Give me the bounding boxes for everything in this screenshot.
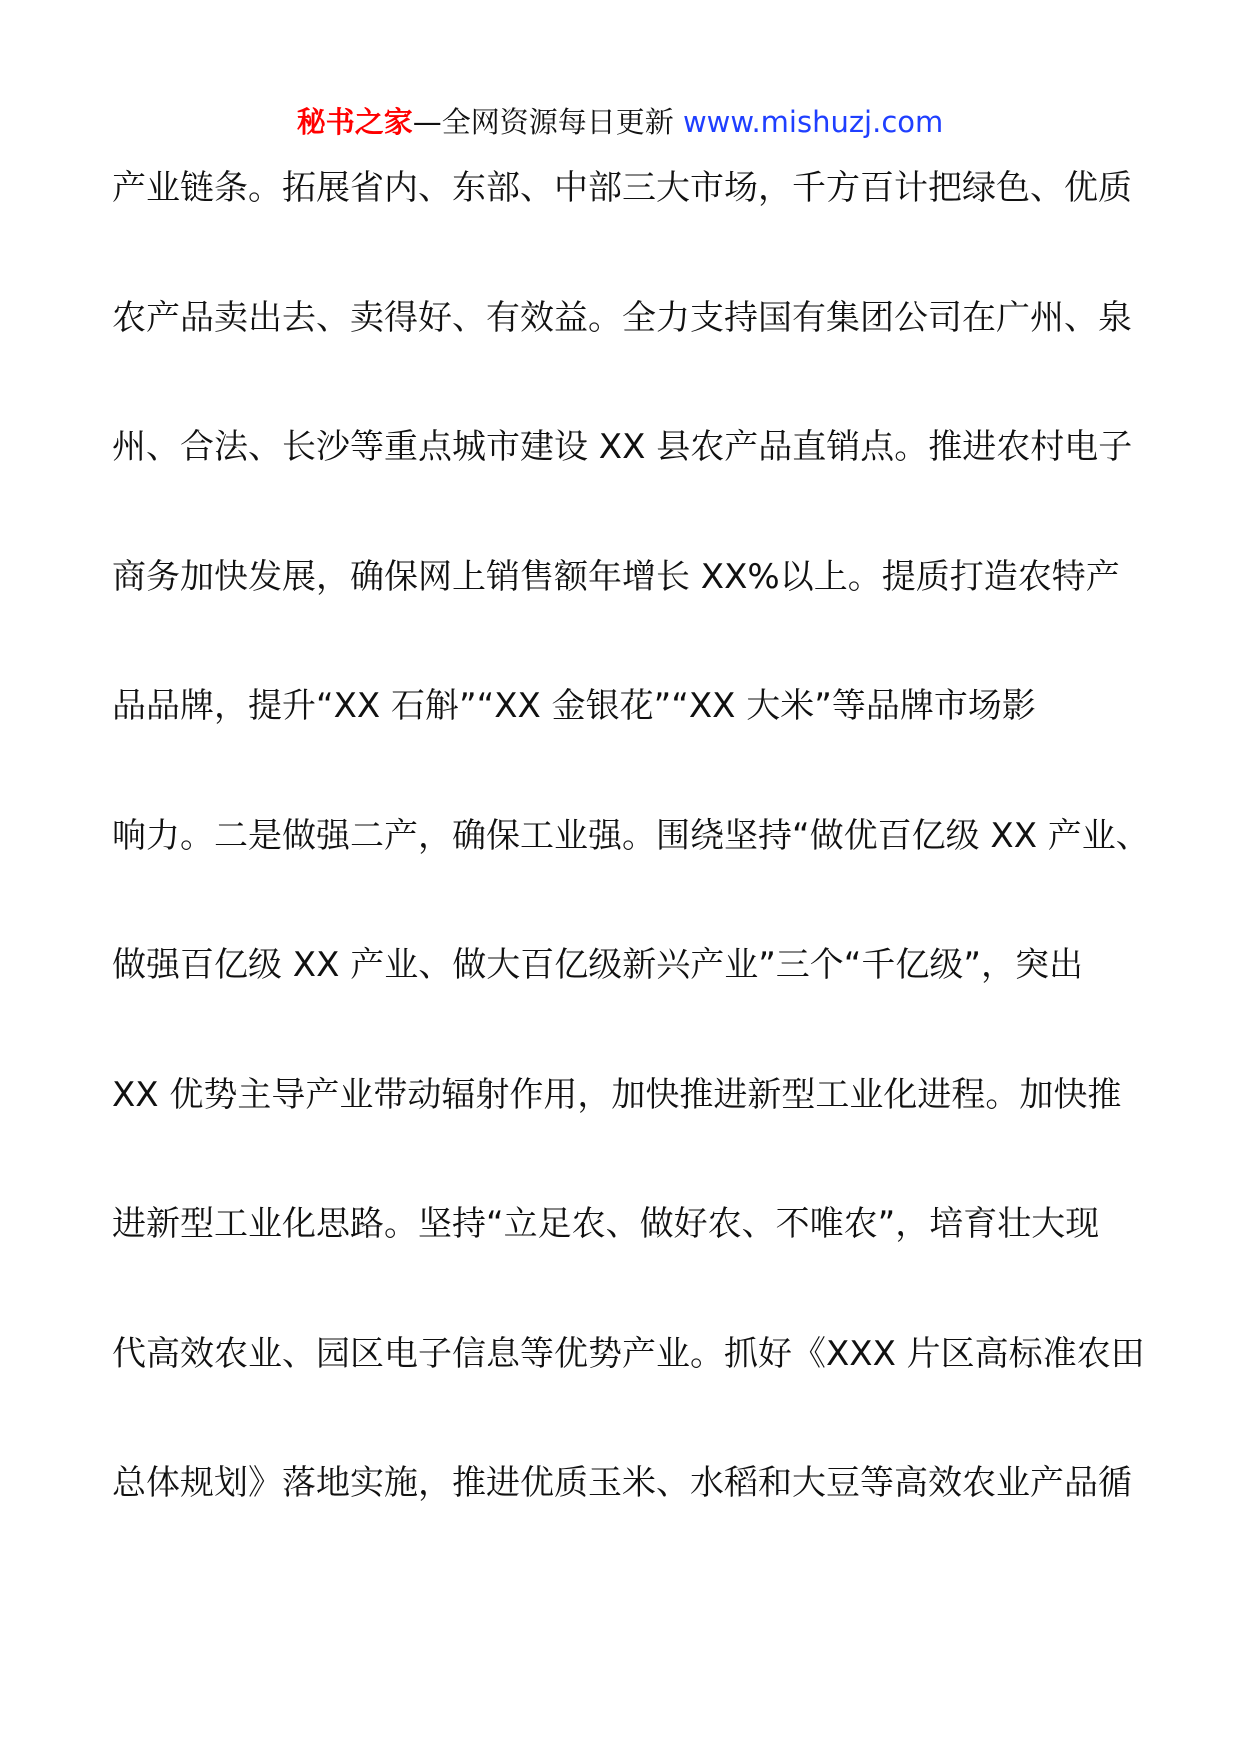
brand-name: 秘书之家 bbox=[296, 105, 413, 139]
text-line: 农产品卖出去、卖得好、有效益。全力支持国有集团公司在广州、泉 bbox=[112, 297, 1132, 338]
text-line: 品品牌，提升“XX 石斛”“XX 金银花”“XX 大米”等品牌市场影 bbox=[112, 686, 1036, 726]
text-line: 总体规划》落地实施，推进优质玉米、水稻和大豆等高效农业产品循 bbox=[112, 1463, 1132, 1503]
text-line: XX 优势主导产业带动辐射作用，加快推进新型工业化进程。加快推 bbox=[112, 1074, 1122, 1115]
document-body bbox=[112, 165, 1152, 1590]
text-line: 响力。二是做强二产，确保工业强。围绕坚持“做优百亿级 XX 产业、 bbox=[112, 815, 1150, 856]
page-header bbox=[0, 104, 1240, 140]
text-line: 州、合法、长沙等重点城市建设 XX 县农产品直销点。推进农村电子 bbox=[112, 427, 1133, 467]
text-line: 进新型工业化思路。坚持“立足农、做好农、不唯农”，培育壮大现 bbox=[112, 1204, 1100, 1244]
text-line: 做强百亿级 XX 产业、做大百亿级新兴产业”三个“千亿级”，突出 bbox=[112, 945, 1084, 985]
text-line: 代高效农业、园区电子信息等优势产业。抓好《XXX 片区高标准农田 bbox=[112, 1333, 1145, 1374]
text-line: 产业链条。拓展省内、东部、中部三大市场，千方百计把绿色、优质 bbox=[112, 168, 1132, 208]
header-tagline: —全网资源每日更新 bbox=[412, 105, 674, 139]
text-line: 商务加快发展，确保网上销售额年增长 XX%以上。提质打造农特产 bbox=[112, 556, 1120, 597]
website-link[interactable]: www.mishuzj.com bbox=[682, 105, 944, 139]
